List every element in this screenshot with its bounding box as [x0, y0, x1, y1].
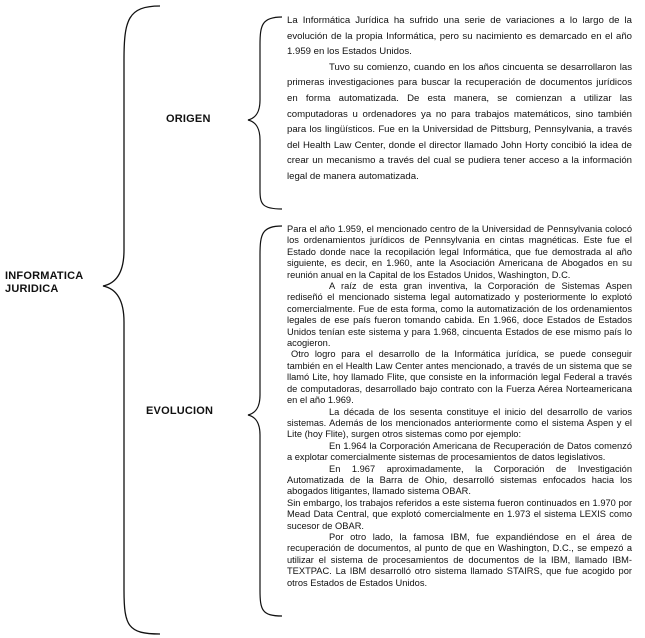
root-label-line-2: JURIDICA — [5, 283, 59, 295]
root-label-line-1: INFORMATICA — [5, 270, 84, 282]
evolucion-paragraph: En 1.967 aproximadamente, la Corporación de Investigación Automatizada de la Barra de Ohio, desarrolló sistemas enfocados hacia los abogados litigantes, llamado sistema OBAR. — [287, 463, 632, 497]
evolucion-text — [287, 224, 632, 589]
evolucion-paragraph: A raíz de esta gran inventiva, la Corporación de Sistemas Aspen rediseñó el mencionado sistema legal automatizado y posteriormente lo explotó comercialmente. Fue de esta forma, como la automatización de los ordenamientos legales de ese país fueron tomando cabida. En 1.966, doce Estados de Estados Unidos tenían este sistema y para 1.968, cincuenta Estados de ese mismo país lo acogieron. — [287, 281, 632, 349]
evolucion-paragraph: En 1.964 la Corporación Americana de Recuperación de Datos comenzó a explotar comercialmente sistemas de procesamientos de datos legislativos. — [287, 440, 632, 463]
origen-paragraph: Tuvo su comienzo, cuando en los años cincuenta se desarrollaron las primeras investigaciones para buscar la recuperación de documentos jurídicos en forma automatizada. De esta manera, se comienzan a utilizar las computadoras u ordenadores ya no para trabajos matemáticos, sino también para los lingüísticos. Fue en la Universidad de Pittsburg, Pennsylvania, a través del Health Law Center, donde el director llamado John Horty concibió la idea de crear un mecanismo a través del cual se pudiera tener acceso a la información legal de manera automatizada. — [287, 61, 632, 182]
origen-text — [287, 13, 632, 185]
evolucion-paragraph: La década de los sesenta constituye el inicio del desarrollo de varios sistemas. Además de los mencionados anteriormente como el sistema Aspen y el Lite (hoy Flite), surgen otros sistemas como por ejemplo: — [287, 406, 632, 440]
evolucion-brace — [248, 226, 282, 616]
origen-brace — [248, 17, 282, 209]
origen-paragraph: La Informática Jurídica ha sufrido una serie de variaciones a lo largo de la evolución de la propia Informática, pero su nacimiento es demarcado en el año 1.959 en los Estados Unidos. — [287, 15, 632, 58]
origen-label: ORIGEN — [166, 113, 211, 125]
main-brace — [103, 6, 160, 634]
evolucion-paragraph: Para el año 1.959, el mencionado centro de la Universidad de Pennsylvania colocó los ordenamientos jurídicos de Pennsylvania en cintas magnéticas. Este fue el Estado donde nace la recopilación legal Informática, que fue demostrada al año siguiente, es decir, en 1.960, ante la Asociación Americana de Abogados en su reunión anual en la Capital de los Estados Unidos, Washington, D.C. — [287, 224, 632, 280]
evolucion-label: EVOLUCION — [146, 405, 214, 417]
evolucion-paragraph: Otro logro para el desarrollo de la Informática jurídica, se puede conseguir también en el Health Law Center antes mencionado, a través de un sistema que se llamó Lite, hoy llamado Flite, que consiste en la información legal Federal a través de computadoras, desarrollado bajo contrato con la Fuerza Aérea Norteamericana en el año 1.969. — [287, 349, 632, 406]
evolucion-paragraph: Por otro lado, la famosa IBM, fue expandiéndose en el área de recuperación de documentos, al punto de que en Washington, D.C., se empezó a utilizar el sistema de procesamientos de documentos de la IBM, llamado IBM- TEXTPAC. La IBM desarrolló otro sistema llamado STAIRS, que fue acogido por otros Estados de Estados Unidos. — [287, 531, 632, 588]
root-label — [5, 270, 95, 296]
evolucion-paragraph: Sin embargo, los trabajos referidos a este sistema fueron continuados en 1.970 por Mead Data Central, que explotó comercialmente en 1.973 el sistema LEXIS como sucesor de OBAR. — [287, 497, 632, 531]
